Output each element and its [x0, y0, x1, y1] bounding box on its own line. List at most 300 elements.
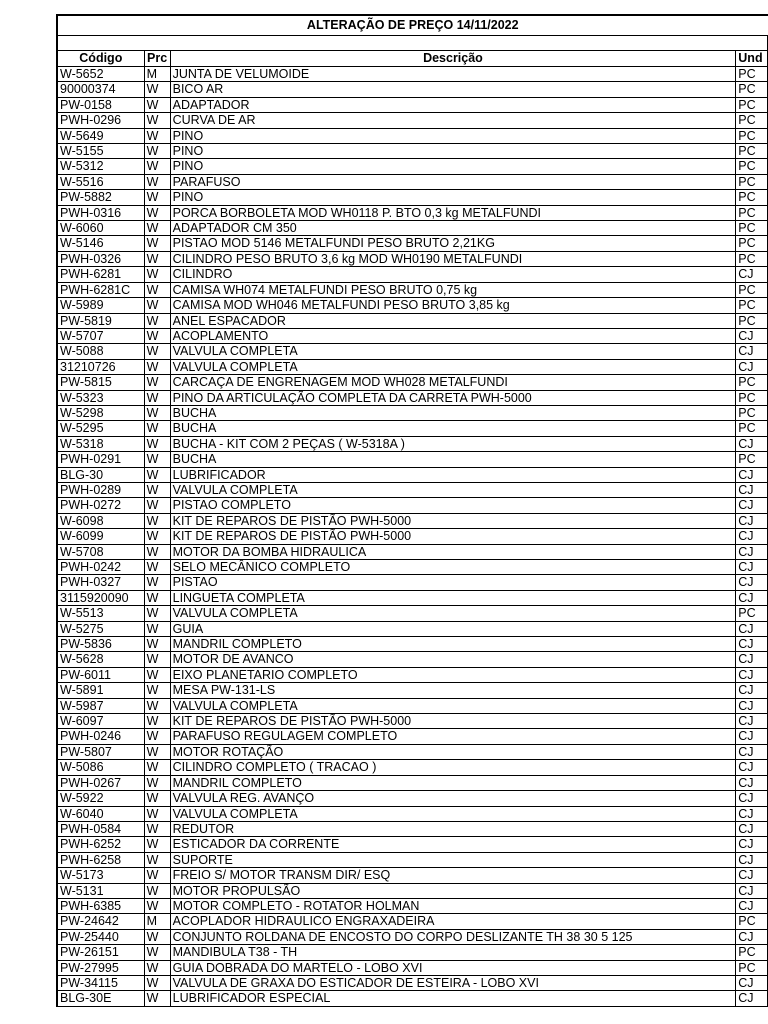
cell-codigo: PW-5836 [57, 637, 144, 652]
cell-und: PC [736, 298, 768, 313]
cell-und: PC [736, 960, 768, 975]
cell-codigo: W-5323 [57, 390, 144, 405]
cell-descricao: PINO DA ARTICULAÇÃO COMPLETA DA CARRETA PWH-5000 [170, 390, 736, 405]
cell-codigo: PW-6011 [57, 667, 144, 682]
table-row [57, 837, 768, 852]
cell-descricao: GUIA DOBRADA DO MARTELO - LOBO XVI [170, 960, 736, 975]
cell-prc: W [144, 375, 170, 390]
table-row [57, 760, 768, 775]
cell-codigo: W-5516 [57, 174, 144, 189]
cell-und: CJ [736, 344, 768, 359]
cell-und: CJ [736, 760, 768, 775]
cell-und: CJ [736, 821, 768, 836]
cell-und: PC [736, 606, 768, 621]
cell-descricao: MOTOR ROTAÇÃO [170, 744, 736, 759]
table-row [57, 67, 768, 82]
cell-descricao: BUCHA [170, 421, 736, 436]
cell-descricao: KIT DE REPAROS DE PISTÃO PWH-5000 [170, 513, 736, 528]
cell-codigo: PWH-6252 [57, 837, 144, 852]
cell-und: CJ [736, 929, 768, 944]
cell-descricao: LUBRIFICADOR ESPECIAL [170, 991, 736, 1006]
cell-prc: W [144, 898, 170, 913]
cell-prc: W [144, 760, 170, 775]
cell-descricao: VALVULA COMPLETA [170, 806, 736, 821]
cell-prc: W [144, 806, 170, 821]
cell-descricao: PINO [170, 128, 736, 143]
table-row [57, 729, 768, 744]
cell-und: PC [736, 251, 768, 266]
cell-codigo: PW-5882 [57, 190, 144, 205]
cell-descricao: REDUTOR [170, 821, 736, 836]
cell-und: PC [736, 452, 768, 467]
cell-codigo: PWH-0327 [57, 575, 144, 590]
cell-prc: W [144, 714, 170, 729]
sheet-title: ALTERAÇÃO DE PREÇO 14/11/2022 [57, 15, 768, 36]
cell-codigo: PWH-6385 [57, 898, 144, 913]
cell-descricao: PISTAO MOD 5146 METALFUNDI PESO BRUTO 2,21KG [170, 236, 736, 251]
cell-codigo: W-5628 [57, 652, 144, 667]
cell-codigo: W-5146 [57, 236, 144, 251]
table-row [57, 575, 768, 590]
cell-codigo: W-5275 [57, 621, 144, 636]
table-row [57, 452, 768, 467]
price-table [56, 14, 768, 1007]
cell-und: PC [736, 221, 768, 236]
cell-descricao: VALVULA COMPLETA [170, 482, 736, 497]
cell-prc: W [144, 482, 170, 497]
cell-prc: W [144, 621, 170, 636]
cell-descricao: VALVULA COMPLETA [170, 606, 736, 621]
table-row [57, 467, 768, 482]
cell-prc: W [144, 652, 170, 667]
cell-descricao: VALVULA COMPLETA [170, 359, 736, 374]
cell-codigo: PW-25440 [57, 929, 144, 944]
cell-prc: W [144, 128, 170, 143]
cell-codigo: PW-26151 [57, 945, 144, 960]
cell-codigo: PW-5819 [57, 313, 144, 328]
cell-codigo: W-5652 [57, 67, 144, 82]
cell-descricao: MANDRIL COMPLETO [170, 637, 736, 652]
cell-codigo: W-5295 [57, 421, 144, 436]
cell-codigo: PW-27995 [57, 960, 144, 975]
header-descricao: Descrição [170, 51, 736, 67]
cell-und: CJ [736, 467, 768, 482]
cell-prc: W [144, 436, 170, 451]
cell-codigo: PWH-0289 [57, 482, 144, 497]
cell-codigo: W-5131 [57, 883, 144, 898]
table-row [57, 744, 768, 759]
table-row [57, 113, 768, 128]
cell-prc: W [144, 529, 170, 544]
cell-descricao: PARAFUSO [170, 174, 736, 189]
cell-prc: W [144, 467, 170, 482]
cell-codigo: PWH-0272 [57, 498, 144, 513]
cell-codigo: W-5891 [57, 683, 144, 698]
cell-prc: W [144, 298, 170, 313]
cell-descricao: VALVULA REG. AVANÇO [170, 791, 736, 806]
cell-descricao: BUCHA [170, 405, 736, 420]
cell-descricao: PISTAO COMPLETO [170, 498, 736, 513]
cell-und: CJ [736, 852, 768, 867]
cell-descricao: MOTOR DE AVANCO [170, 652, 736, 667]
cell-prc: W [144, 97, 170, 112]
cell-prc: W [144, 698, 170, 713]
table-row [57, 359, 768, 374]
cell-codigo: W-5987 [57, 698, 144, 713]
spacer-row [57, 36, 768, 51]
cell-und: CJ [736, 683, 768, 698]
table-row [57, 267, 768, 282]
cell-prc: W [144, 174, 170, 189]
table-row [57, 405, 768, 420]
cell-prc: W [144, 606, 170, 621]
table-row [57, 929, 768, 944]
cell-codigo: W-5298 [57, 405, 144, 420]
cell-und: CJ [736, 806, 768, 821]
cell-descricao: CILINDRO PESO BRUTO 3,6 kg MOD WH0190 METALFUNDI [170, 251, 736, 266]
cell-prc: W [144, 729, 170, 744]
cell-prc: W [144, 144, 170, 159]
table-row [57, 637, 768, 652]
table-row [57, 606, 768, 621]
cell-prc: W [144, 251, 170, 266]
table-row [57, 328, 768, 343]
cell-codigo: PW-5815 [57, 375, 144, 390]
cell-codigo: W-5086 [57, 760, 144, 775]
cell-prc: M [144, 67, 170, 82]
table-row [57, 975, 768, 990]
cell-codigo: PWH-6281C [57, 282, 144, 297]
cell-und: PC [736, 375, 768, 390]
cell-prc: W [144, 744, 170, 759]
cell-prc: W [144, 113, 170, 128]
cell-prc: W [144, 929, 170, 944]
cell-codigo: PW-24642 [57, 914, 144, 929]
table-row [57, 205, 768, 220]
header-prc: Prc [144, 51, 170, 67]
cell-prc: W [144, 452, 170, 467]
cell-prc: W [144, 637, 170, 652]
cell-prc: W [144, 313, 170, 328]
price-change-sheet [56, 14, 768, 1007]
cell-descricao: MANDRIL COMPLETO [170, 775, 736, 790]
cell-codigo: PWH-6258 [57, 852, 144, 867]
cell-und: CJ [736, 637, 768, 652]
table-row [57, 313, 768, 328]
table-row [57, 344, 768, 359]
cell-und: CJ [736, 498, 768, 513]
cell-und: CJ [736, 267, 768, 282]
cell-prc: W [144, 205, 170, 220]
table-body [57, 67, 768, 1007]
cell-und: CJ [736, 729, 768, 744]
cell-codigo: W-5649 [57, 128, 144, 143]
title-row [57, 15, 768, 36]
cell-und: PC [736, 144, 768, 159]
cell-und: CJ [736, 698, 768, 713]
table-row [57, 97, 768, 112]
table-row [57, 421, 768, 436]
cell-und: PC [736, 190, 768, 205]
cell-codigo: PWH-0267 [57, 775, 144, 790]
cell-prc: W [144, 267, 170, 282]
cell-codigo: W-5088 [57, 344, 144, 359]
cell-prc: W [144, 852, 170, 867]
table-row [57, 390, 768, 405]
cell-descricao: CAMISA WH074 METALFUNDI PESO BRUTO 0,75 kg [170, 282, 736, 297]
cell-und: CJ [736, 791, 768, 806]
table-row [57, 898, 768, 913]
cell-und: CJ [736, 667, 768, 682]
cell-codigo: PWH-6281 [57, 267, 144, 282]
cell-codigo: PW-5807 [57, 744, 144, 759]
cell-codigo: W-6040 [57, 806, 144, 821]
cell-prc: W [144, 991, 170, 1006]
cell-codigo: W-5989 [57, 298, 144, 313]
cell-descricao: PISTAO [170, 575, 736, 590]
cell-descricao: EIXO PLANETARIO COMPLETO [170, 667, 736, 682]
cell-und: PC [736, 205, 768, 220]
table-row [57, 298, 768, 313]
cell-descricao: CURVA DE AR [170, 113, 736, 128]
table-row [57, 282, 768, 297]
cell-prc: W [144, 791, 170, 806]
cell-und: CJ [736, 590, 768, 605]
cell-descricao: CILINDRO COMPLETO ( TRACAO ) [170, 760, 736, 775]
table-row [57, 590, 768, 605]
table-row [57, 683, 768, 698]
cell-und: PC [736, 282, 768, 297]
cell-und: CJ [736, 898, 768, 913]
cell-descricao: ANEL ESPACADOR [170, 313, 736, 328]
cell-und: PC [736, 97, 768, 112]
cell-prc: M [144, 914, 170, 929]
cell-codigo: BLG-30E [57, 991, 144, 1006]
cell-und: CJ [736, 575, 768, 590]
cell-und: CJ [736, 868, 768, 883]
cell-und: CJ [736, 544, 768, 559]
table-row [57, 775, 768, 790]
cell-descricao: MOTOR DA BOMBA HIDRAULICA [170, 544, 736, 559]
table-row [57, 960, 768, 975]
cell-prc: W [144, 960, 170, 975]
header-row [57, 51, 768, 67]
cell-prc: W [144, 236, 170, 251]
cell-prc: W [144, 421, 170, 436]
table-row [57, 914, 768, 929]
table-row [57, 852, 768, 867]
cell-prc: W [144, 82, 170, 97]
cell-descricao: PORCA BORBOLETA MOD WH0118 P. BTO 0,3 kg METALFUNDI [170, 205, 736, 220]
cell-descricao: FREIO S/ MOTOR TRANSM DIR/ ESQ [170, 868, 736, 883]
table-row [57, 529, 768, 544]
cell-descricao: BUCHA [170, 452, 736, 467]
cell-prc: W [144, 359, 170, 374]
cell-descricao: PARAFUSO REGULAGEM COMPLETO [170, 729, 736, 744]
cell-und: CJ [736, 359, 768, 374]
cell-prc: W [144, 405, 170, 420]
cell-descricao: ACOPLAMENTO [170, 328, 736, 343]
cell-codigo: W-6098 [57, 513, 144, 528]
cell-prc: W [144, 159, 170, 174]
cell-und: PC [736, 914, 768, 929]
cell-prc: W [144, 390, 170, 405]
cell-descricao: KIT DE REPAROS DE PISTÃO PWH-5000 [170, 714, 736, 729]
cell-und: PC [736, 405, 768, 420]
cell-prc: W [144, 775, 170, 790]
cell-prc: W [144, 575, 170, 590]
cell-codigo: PW-34115 [57, 975, 144, 990]
cell-prc: W [144, 945, 170, 960]
cell-codigo: W-6099 [57, 529, 144, 544]
cell-und: CJ [736, 775, 768, 790]
table-row [57, 560, 768, 575]
table-row [57, 144, 768, 159]
table-row [57, 868, 768, 883]
cell-descricao: CAMISA MOD WH046 METALFUNDI PESO BRUTO 3,85 kg [170, 298, 736, 313]
cell-prc: W [144, 498, 170, 513]
cell-und: PC [736, 67, 768, 82]
cell-descricao: GUIA [170, 621, 736, 636]
cell-descricao: PINO [170, 144, 736, 159]
cell-prc: W [144, 544, 170, 559]
cell-und: PC [736, 421, 768, 436]
cell-prc: W [144, 344, 170, 359]
table-row [57, 544, 768, 559]
cell-und: PC [736, 945, 768, 960]
cell-descricao: VALVULA COMPLETA [170, 698, 736, 713]
table-row [57, 221, 768, 236]
cell-und: PC [736, 174, 768, 189]
table-row [57, 621, 768, 636]
table-row [57, 698, 768, 713]
cell-und: CJ [736, 991, 768, 1006]
cell-und: CJ [736, 652, 768, 667]
cell-und: PC [736, 159, 768, 174]
cell-prc: W [144, 837, 170, 852]
cell-prc: W [144, 683, 170, 698]
cell-prc: W [144, 282, 170, 297]
table-row [57, 482, 768, 497]
cell-descricao: CONJUNTO ROLDANA DE ENCOSTO DO CORPO DESLIZANTE TH 38 30 5 125 [170, 929, 736, 944]
cell-prc: W [144, 560, 170, 575]
cell-prc: W [144, 590, 170, 605]
cell-und: PC [736, 313, 768, 328]
cell-und: PC [736, 236, 768, 251]
cell-codigo: W-6097 [57, 714, 144, 729]
cell-descricao: MANDIBULA T38 - TH [170, 945, 736, 960]
cell-prc: W [144, 328, 170, 343]
cell-codigo: W-5922 [57, 791, 144, 806]
cell-und: PC [736, 82, 768, 97]
cell-codigo: W-5312 [57, 159, 144, 174]
table-row [57, 991, 768, 1006]
cell-codigo: PWH-0296 [57, 113, 144, 128]
cell-descricao: MOTOR COMPLETO - ROTATOR HOLMAN [170, 898, 736, 913]
cell-descricao: LINGUETA COMPLETA [170, 590, 736, 605]
table-row [57, 436, 768, 451]
table-row [57, 190, 768, 205]
table-row [57, 513, 768, 528]
cell-descricao: SUPORTE [170, 852, 736, 867]
cell-descricao: ADAPTADOR [170, 97, 736, 112]
table-row [57, 236, 768, 251]
cell-und: CJ [736, 529, 768, 544]
cell-descricao: BUCHA - KIT COM 2 PEÇAS ( W-5318A ) [170, 436, 736, 451]
cell-prc: W [144, 868, 170, 883]
cell-descricao: VALVULA COMPLETA [170, 344, 736, 359]
table-row [57, 375, 768, 390]
cell-codigo: PWH-0246 [57, 729, 144, 744]
cell-und: PC [736, 128, 768, 143]
cell-codigo: PWH-0584 [57, 821, 144, 836]
table-row [57, 128, 768, 143]
cell-und: PC [736, 113, 768, 128]
cell-prc: W [144, 883, 170, 898]
cell-codigo: W-5173 [57, 868, 144, 883]
table-row [57, 945, 768, 960]
cell-und: CJ [736, 714, 768, 729]
table-row [57, 791, 768, 806]
cell-und: CJ [736, 560, 768, 575]
cell-descricao: JUNTA DE VELUMOIDE [170, 67, 736, 82]
cell-descricao: CILINDRO [170, 267, 736, 282]
cell-codigo: W-5708 [57, 544, 144, 559]
cell-descricao: ADAPTADOR CM 350 [170, 221, 736, 236]
header-und: Und [736, 51, 768, 67]
cell-codigo: W-5155 [57, 144, 144, 159]
cell-prc: W [144, 190, 170, 205]
table-row [57, 883, 768, 898]
cell-descricao: MESA PW-131-LS [170, 683, 736, 698]
cell-descricao: SELO MECÂNICO COMPLETO [170, 560, 736, 575]
cell-prc: W [144, 821, 170, 836]
cell-descricao: CARCAÇA DE ENGRENAGEM MOD WH028 METALFUNDI [170, 375, 736, 390]
cell-codigo: 90000374 [57, 82, 144, 97]
cell-descricao: PINO [170, 159, 736, 174]
cell-codigo: W-5318 [57, 436, 144, 451]
cell-codigo: PWH-0316 [57, 205, 144, 220]
cell-descricao: ACOPLADOR HIDRAULICO ENGRAXADEIRA [170, 914, 736, 929]
cell-codigo: PWH-0242 [57, 560, 144, 575]
cell-und: CJ [736, 328, 768, 343]
cell-codigo: W-6060 [57, 221, 144, 236]
cell-descricao: BICO AR [170, 82, 736, 97]
cell-und: PC [736, 390, 768, 405]
cell-codigo: W-5707 [57, 328, 144, 343]
table-row [57, 159, 768, 174]
cell-und: CJ [736, 883, 768, 898]
cell-prc: W [144, 221, 170, 236]
cell-codigo: PWH-0291 [57, 452, 144, 467]
header-codigo: Código [57, 51, 144, 67]
cell-descricao: KIT DE REPAROS DE PISTÃO PWH-5000 [170, 529, 736, 544]
cell-descricao: VALVULA DE GRAXA DO ESTICADOR DE ESTEIRA - LOBO XVI [170, 975, 736, 990]
cell-prc: W [144, 513, 170, 528]
cell-codigo: 3115920090 [57, 590, 144, 605]
cell-descricao: LUBRIFICADOR [170, 467, 736, 482]
cell-prc: W [144, 667, 170, 682]
cell-codigo: W-5513 [57, 606, 144, 621]
cell-codigo: PW-0158 [57, 97, 144, 112]
cell-und: CJ [736, 744, 768, 759]
cell-und: CJ [736, 436, 768, 451]
table-row [57, 498, 768, 513]
cell-codigo: PWH-0326 [57, 251, 144, 266]
cell-prc: W [144, 975, 170, 990]
cell-und: CJ [736, 482, 768, 497]
cell-und: CJ [736, 513, 768, 528]
